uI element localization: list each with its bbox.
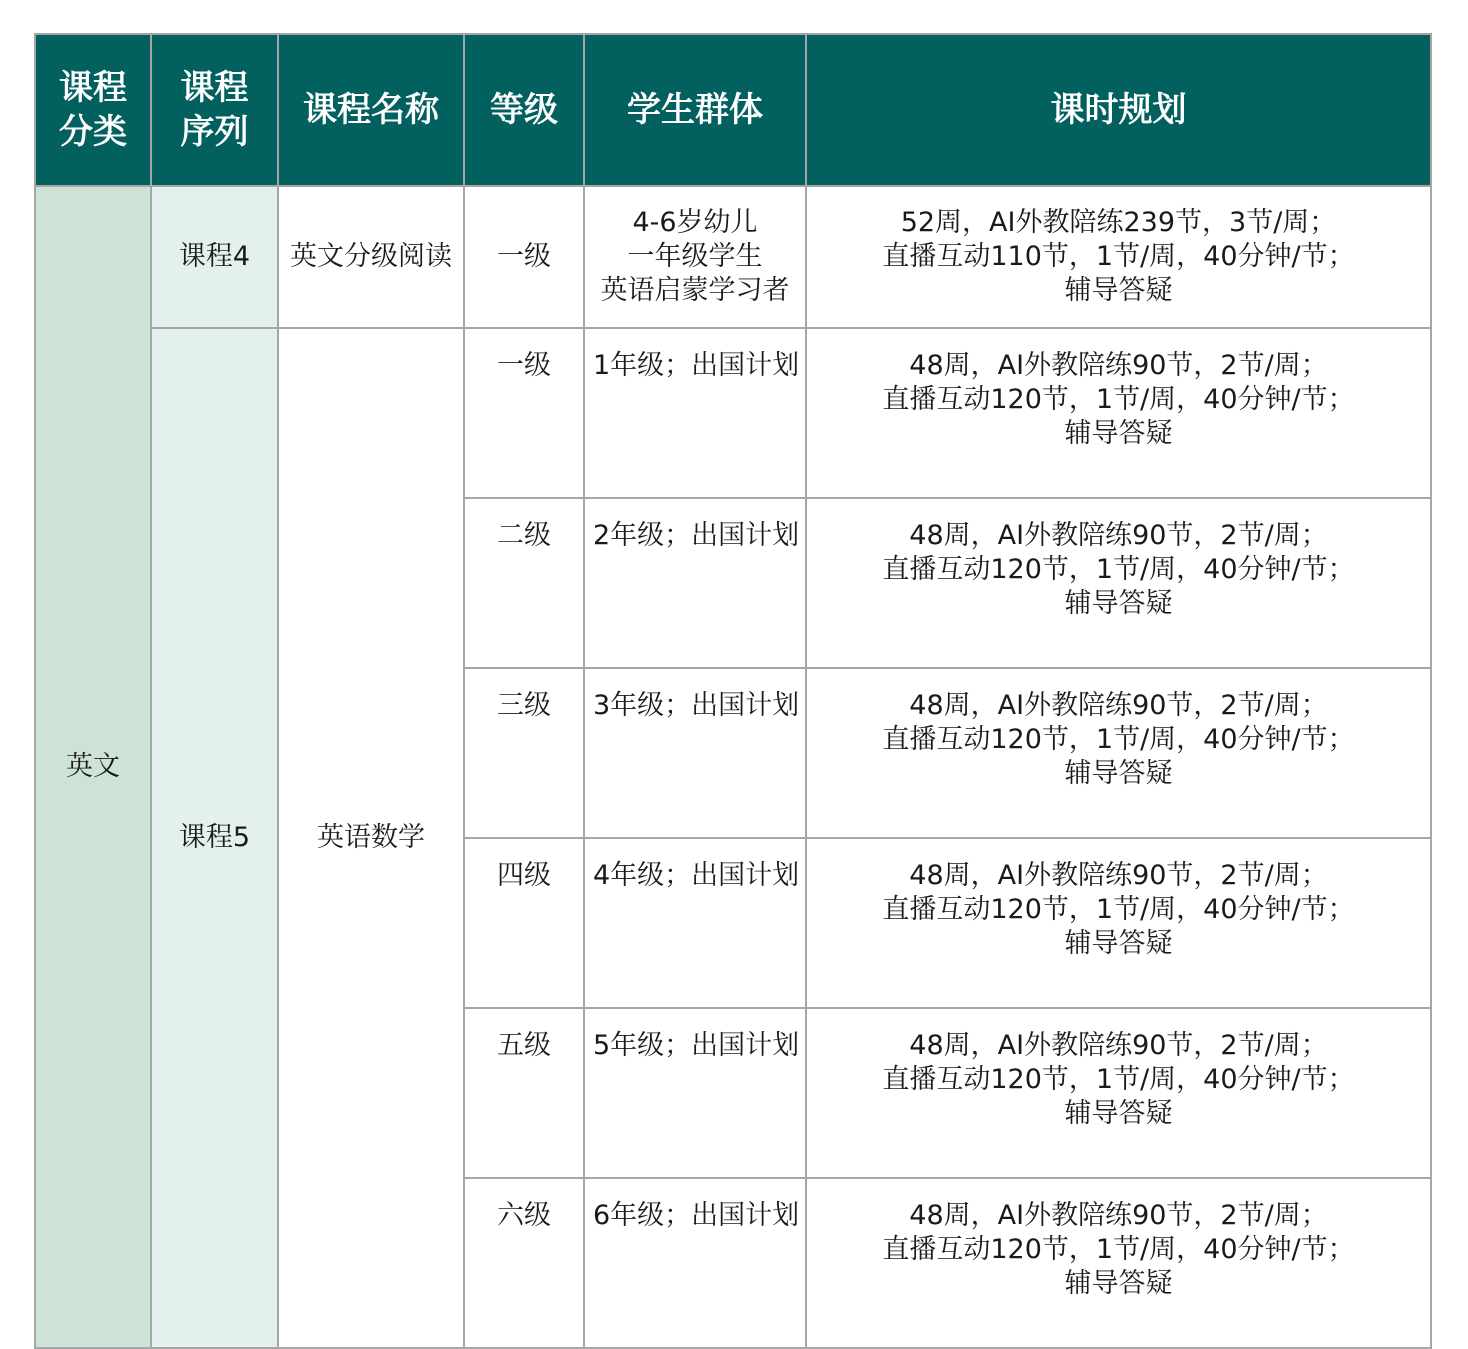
header-students: 学生群体 (584, 34, 806, 186)
students-cell: 4年级；出国计划 (584, 838, 806, 1008)
header-level: 等级 (464, 34, 584, 186)
students-cell: 3年级；出国计划 (584, 668, 806, 838)
table-row (35, 186, 1431, 328)
level-cell: 四级 (464, 838, 584, 1008)
level-cell: 五级 (464, 1008, 584, 1178)
students-cell: 5年级；出国计划 (584, 1008, 806, 1178)
students-cell: 2年级；出国计划 (584, 498, 806, 668)
header-schedule: 课时规划 (806, 34, 1431, 186)
category-cell: 英文 (35, 186, 151, 1348)
table-row (35, 328, 1431, 498)
students-cell: 4-6岁幼儿 一年级学生 英语启蒙学习者 (584, 186, 806, 328)
level-cell: 三级 (464, 668, 584, 838)
schedule-cell: 48周，AI外教陪练90节，2节/周； 直播互动120节，1节/周，40分钟/节； 辅导答疑 (806, 1008, 1431, 1178)
course-name-cell: 英文分级阅读 (278, 186, 464, 328)
schedule-cell: 48周，AI外教陪练90节，2节/周； 直播互动120节，1节/周，40分钟/节； 辅导答疑 (806, 498, 1431, 668)
schedule-cell: 48周，AI外教陪练90节，2节/周； 直播互动120节，1节/周，40分钟/节； 辅导答疑 (806, 1178, 1431, 1348)
students-cell: 6年级；出国计划 (584, 1178, 806, 1348)
header-sequence: 课程 序列 (151, 34, 278, 186)
schedule-cell: 48周，AI外教陪练90节，2节/周； 直播互动120节，1节/周，40分钟/节； 辅导答疑 (806, 668, 1431, 838)
schedule-cell: 48周，AI外教陪练90节，2节/周； 直播互动120节，1节/周，40分钟/节； 辅导答疑 (806, 328, 1431, 498)
level-cell: 一级 (464, 328, 584, 498)
students-cell: 1年级；出国计划 (584, 328, 806, 498)
course-table (34, 33, 1432, 1349)
level-cell: 六级 (464, 1178, 584, 1348)
sequence-cell: 课程5 (151, 328, 278, 1348)
sequence-cell: 课程4 (151, 186, 278, 328)
header-row (35, 34, 1431, 186)
level-cell: 一级 (464, 186, 584, 328)
header-course-name: 课程名称 (278, 34, 464, 186)
level-cell: 二级 (464, 498, 584, 668)
header-category: 课程 分类 (35, 34, 151, 186)
course-name-cell: 英语数学 (278, 328, 464, 1348)
schedule-cell: 48周，AI外教陪练90节，2节/周； 直播互动120节，1节/周，40分钟/节； 辅导答疑 (806, 838, 1431, 1008)
schedule-cell: 52周，AI外教陪练239节，3节/周； 直播互动110节，1节/周，40分钟/节； 辅导答疑 (806, 186, 1431, 328)
